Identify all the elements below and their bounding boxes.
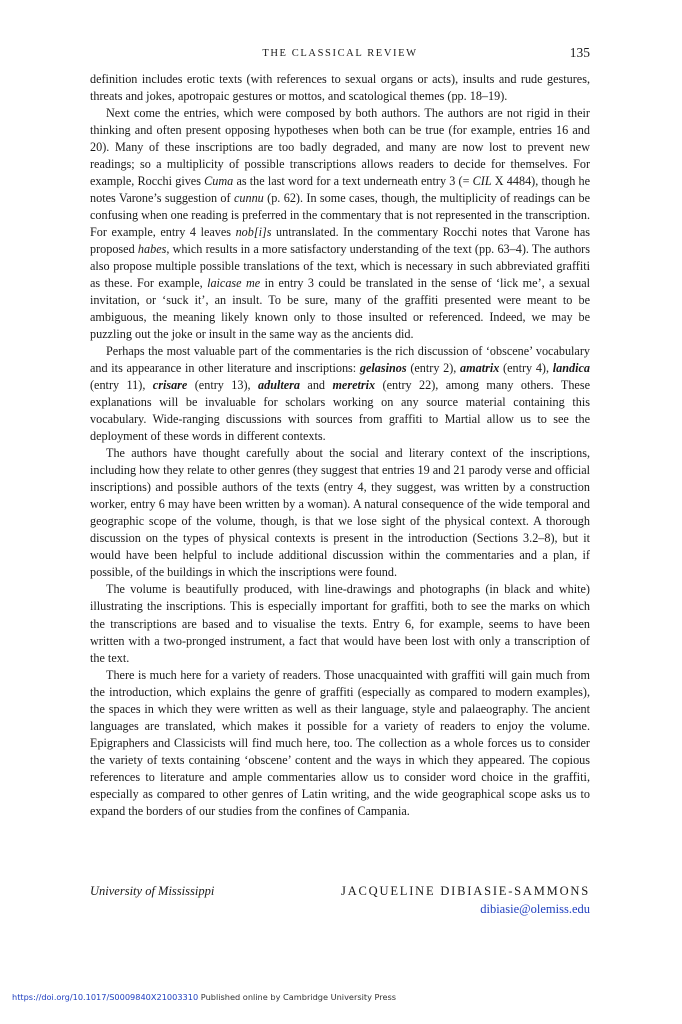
body-paragraph xyxy=(90,105,590,343)
author-email-link[interactable]: dibiasie@olemiss.edu xyxy=(480,902,590,916)
vocabulary-term: landica xyxy=(552,361,590,376)
text-run: (entry 13), xyxy=(187,378,258,393)
text-run: (p. 62). In some cases, though, the multiplicity of readings can be confusing when one reading is preferred in the commentary that is not represented in the transcription. For example, entry 4 leaves xyxy=(90,191,590,240)
text-run: , which results in a more satisfactory understanding of the text (pp. 63–4). The authors also propose multiple possible translations of the text, which is necessary in such abbreviated graffiti as these. For example, xyxy=(90,242,590,291)
text-run: (entry 22), among many others. These explanations will be invaluable for scholars working on any source material containing this vocabulary. Wide-ranging discussions with sources from graffiti to Martial allow us to see the deployment of these words in different contexts. xyxy=(90,378,590,444)
italic-term: laicase me xyxy=(207,276,261,291)
vocabulary-term: amatrix xyxy=(460,361,500,376)
body-paragraph xyxy=(90,667,590,820)
vocabulary-term: crisare xyxy=(152,378,188,393)
italic-term: habes xyxy=(137,242,167,257)
vocabulary-term: meretrix xyxy=(332,378,376,393)
text-run: The volume is beautifully produced, with line-drawings and photographs (in black and white) illustrating the inscriptions. This is especially important for graffiti, both to see the marks on which the transcriptions are based and to visualise the texts. Entry 6, for example, seems to have been written with a two-pronged instrument, a fact that would have been lost with only a transcription of the text. xyxy=(90,582,590,665)
body-paragraph xyxy=(90,445,590,581)
page-footer xyxy=(12,992,396,1002)
italic-term: nob[i]s xyxy=(235,225,272,240)
text-run: untranslated. In the commentary Rocchi notes that Varone has proposed xyxy=(90,225,590,257)
signature-block xyxy=(90,884,590,924)
text-run: (entry 4), xyxy=(499,361,553,376)
review-body xyxy=(90,71,590,820)
text-run: as the last word for a text underneath entry 3 (= xyxy=(233,174,473,189)
author-affiliation: University of Mississippi xyxy=(90,884,215,898)
body-paragraph xyxy=(90,343,590,445)
doi-link[interactable]: https://doi.org/10.1017/S0009840X21003310 xyxy=(12,992,199,1002)
body-paragraph xyxy=(90,581,590,666)
author-name: JACQUELINE DIBIASIE-SAMMONS xyxy=(341,884,590,898)
vocabulary-term: gelasinos xyxy=(359,361,407,376)
text-run: X 4484), though he notes Varone’s suggestion of xyxy=(90,174,590,206)
text-run: The authors have thought carefully about the social and literary context of the inscriptions, including how they relate to other genres (they suggest that entries 19 and 21 parody verse and official inscriptions) and possible authors of the texts (entry 4, they suggest, was written by a construction worker, entry 6 may have been written by a woman). A natural consequence of the wide temporal and geographic scope of the volume, though, is that we lose sight of the physical context. A thorough discussion on the types of physical contexts is present in the introduction (Sections 3.2–8), but it would have been helpful to include additional discussion within the commentaries and a plan, if possible, of the buildings in which the inscriptions were found. xyxy=(90,446,590,580)
text-run: Next come the entries, which were composed by both authors. The authors are not rigid in their thinking and often present opposing hypotheses when both can be true (for example, entries 16 and 20). Many of these inscriptions are too badly degraded, and many are now lost to prevent new readings; so a multiplicity of possible transcriptions allows readers to decide for themselves. For example, Rocchi gives xyxy=(90,106,590,189)
text-run: (entry 11), xyxy=(90,378,153,393)
text-run: and xyxy=(299,378,333,393)
vocabulary-term: adultera xyxy=(258,378,300,393)
text-run: (entry 2), xyxy=(406,361,461,376)
page-number: 135 xyxy=(569,45,590,60)
text-run: definition includes erotic texts (with references to sexual organs or acts), insults and rude gestures, threats and jokes, apotropaic gestures or mottos, and scatological themes (pp. 18–19). xyxy=(90,72,590,104)
running-head xyxy=(90,44,590,62)
italic-term: Cuma xyxy=(204,174,234,189)
text-run: There is much here for a variety of readers. Those unacquainted with graffiti will gain much from the introduction, which explains the genre of graffiti (especially as compared to modern examples), the spaces in which they were written as well as their language, style and palaeography. The ancient languages are translated, which makes it possible for a variety of readers to enjoy the volume. Epigraphers and Classicists will find much here, too. The collection as a whole forces us to consider the variety of texts containing ‘obscene’ content and the ways in which they appeared. The copious references to literature and ample commentaries allow us to consider word choice in the graffiti, especially as compared to other genres of Latin writing, and the wide geographical scope asks us to expand the borders of our studies from the confines of Campania. xyxy=(90,667,590,818)
text-run: in entry 3 could be translated in the sense of ‘lick me’, a sexual invitation, or ‘suck it’, an insult. To be sure, many of the graffiti presented were meant to be ambiguous, the meaning likely known only to those insulted or referenced. Indeed, we may be puzzling out the joke or insult in the same way as the ancients did. xyxy=(90,276,590,342)
text-run: Perhaps the most valuable part of the commentaries is the rich discussion of ‘obscene’ vocabulary and its appearance in other literature and inscriptions: xyxy=(90,344,590,376)
italic-term: CIL xyxy=(472,174,492,189)
body-paragraph xyxy=(90,71,590,105)
journal-title: THE CLASSICAL REVIEW xyxy=(262,48,418,59)
publication-note: Published online by Cambridge University Press xyxy=(198,992,397,1002)
italic-term: cunnu xyxy=(233,191,264,206)
